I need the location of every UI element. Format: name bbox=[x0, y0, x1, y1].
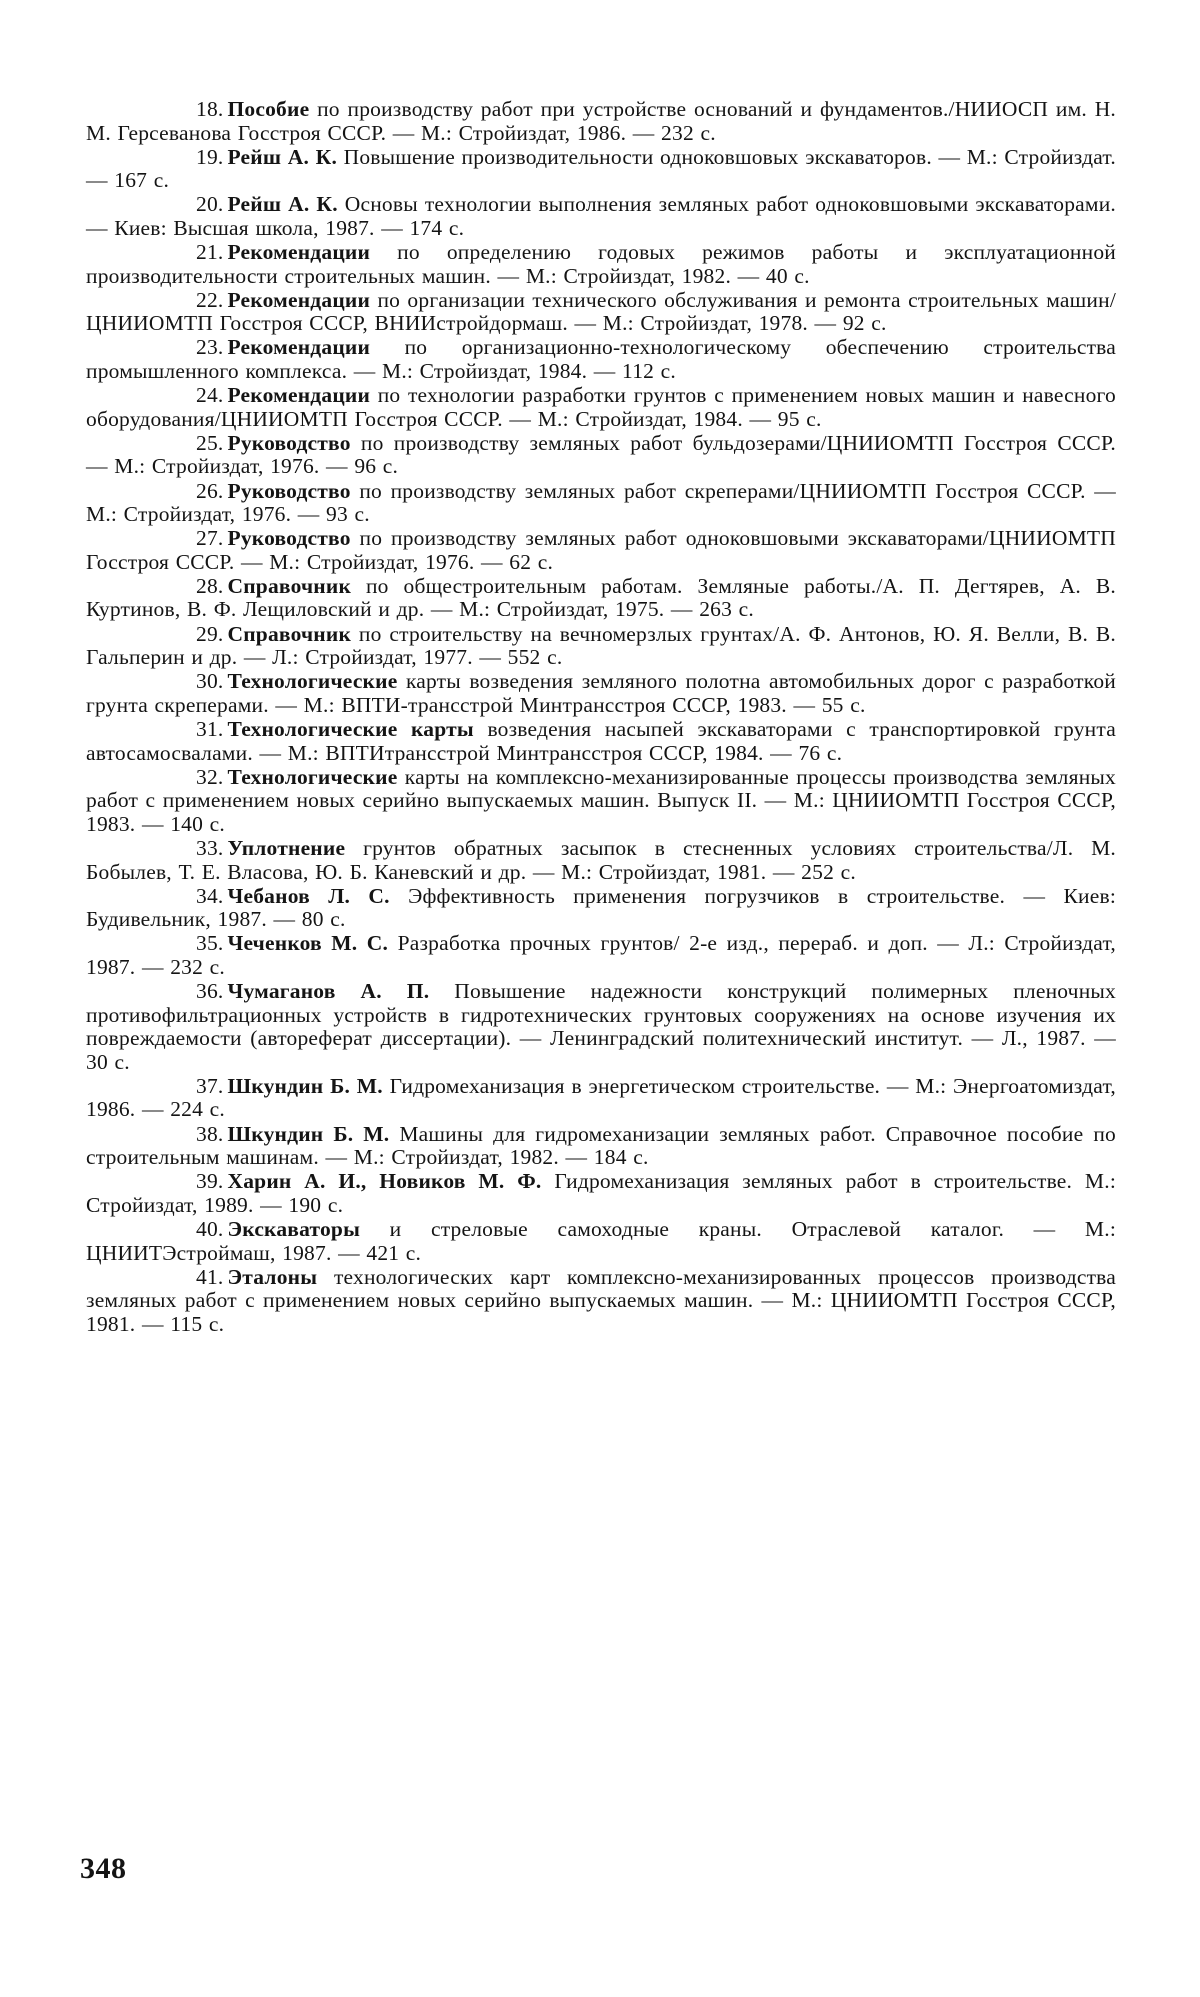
reference-details: по производству работ при устройстве оснований и фундаментов./НИИОСП им. Н. М. Герсеванова Госстроя СССР. — М.: Стройиздат, 1986. — 232 с. bbox=[86, 97, 1116, 145]
reference-details: по общестроительным работам. Земляные работы./А. П. Дегтярев, А. В. Куртинов, В. Ф. Лещиловский и др. — М.: Стройиздат, 1975. — 263 с. bbox=[86, 573, 1116, 622]
reference-number: 38. bbox=[196, 1121, 224, 1146]
reference-details: Основы технологии выполнения земляных работ одноковшовыми экскаваторами. — Киев: Высшая школа, 1987. — 174 с. bbox=[86, 192, 1116, 240]
reference-number: 29. bbox=[196, 621, 224, 646]
reference-details: по организационно-технологическому обеспечению строительства промышленного комплекса. — М.: Стройиздат, 1984. — 112 с. bbox=[86, 335, 1116, 384]
reference-heading: Пособие bbox=[227, 97, 310, 121]
reference-entry bbox=[86, 980, 1116, 1074]
reference-details: Машины для гидромеханизации земляных работ. Справочное пособие по строительным машинам. — М.: Стройиздат, 1982. — 184 с. bbox=[86, 1121, 1117, 1170]
reference-details: по производству земляных работ скреперами/ЦНИИОМТП Госстроя СССР. — М.: Стройиздат, 1976. — 93 с. bbox=[86, 478, 1116, 527]
reference-details: по организации технического обслуживания и ремонта строительных машин/ЦНИИОМТП Госстроя СССР, ВНИИстройдормаш. — М.: Стройиздат, 1978. — 92 с. bbox=[86, 287, 1116, 336]
reference-number: 31. bbox=[196, 716, 224, 741]
reference-details: Гидромеханизация земляных работ в строительстве. М.: Стройиздат, 1989. — 190 с. bbox=[86, 1169, 1116, 1217]
reference-heading: Технологические bbox=[227, 764, 398, 789]
reference-details: и стреловые самоходные краны. Отраслевой каталог. — М.: ЦНИИТЭстроймаш, 1987. — 421 с. bbox=[86, 1216, 1116, 1265]
reference-entry bbox=[86, 1266, 1116, 1337]
reference-details: грунтов обратных засыпок в стесненных условиях строительства/Л. М. Бобылев, Т. Е. Власова, Ю. Б. Каневский и др. — М.: Стройиздат, 1981. — 252 с. bbox=[86, 835, 1116, 884]
bibliography-list bbox=[86, 98, 1116, 1337]
reference-heading: Справочник bbox=[227, 573, 352, 598]
reference-entry bbox=[86, 766, 1116, 837]
reference-entry bbox=[86, 718, 1116, 765]
page-number: 348 bbox=[80, 1852, 127, 1885]
reference-entry bbox=[86, 241, 1116, 288]
reference-details: Разработка прочных грунтов/ 2-е изд., перераб. и доп. — Л.: Стройиздат, 1987. — 232 с. bbox=[86, 931, 1117, 979]
reference-entry bbox=[86, 146, 1116, 193]
reference-entry bbox=[86, 384, 1116, 431]
reference-entry bbox=[86, 98, 1116, 145]
reference-number: 34. bbox=[196, 883, 224, 908]
reference-heading: Руководство bbox=[227, 430, 351, 455]
reference-number: 32. bbox=[196, 764, 224, 789]
reference-number: 36. bbox=[196, 978, 224, 1003]
reference-details: по определению годовых режимов работы и эксплуатационной производительности строительных машин. — М.: Стройиздат, 1982. — 40 с. bbox=[86, 240, 1116, 288]
reference-heading: Справочник bbox=[227, 621, 352, 646]
reference-entry bbox=[86, 837, 1116, 884]
reference-entry bbox=[86, 527, 1116, 574]
reference-details: по строительству на вечномерзлых грунтах/А. Ф. Антонов, Ю. Я. Велли, В. В. Гальперин и др. — Л.: Стройиздат, 1977. — 552 с. bbox=[86, 621, 1116, 670]
reference-number: 28. bbox=[196, 573, 224, 598]
reference-entry bbox=[86, 623, 1116, 670]
reference-details: по технологии разработки грунтов с применением новых машин и навесного оборудования/ЦНИИОМТП Госстроя СССР. — М.: Стройиздат, 1984. — 95 с. bbox=[86, 383, 1116, 431]
reference-heading: Руководство bbox=[227, 478, 351, 503]
reference-number: 21. bbox=[196, 240, 224, 265]
reference-number: 25. bbox=[196, 430, 224, 455]
reference-details: по производству земляных работ бульдозерами/ЦНИИОМТП Госстроя СССР. — М.: Стройиздат, 1976. — 96 с. bbox=[86, 430, 1116, 479]
reference-number: 37. bbox=[196, 1073, 224, 1098]
reference-entry bbox=[86, 1170, 1116, 1217]
reference-details: Повышение производительности одноковшовых экскаваторов. — М.: Стройиздат. — 167 с. bbox=[86, 144, 1116, 193]
reference-entry bbox=[86, 432, 1116, 479]
reference-heading: Экскаваторы bbox=[227, 1216, 361, 1241]
reference-entry bbox=[86, 885, 1116, 932]
reference-details: возведения насыпей экскаваторами с транспортировкой грунта автосамосвалами. — М.: ВПТИтрансстрой Минтрансстроя СССР, 1984. — 76 с. bbox=[86, 716, 1116, 765]
reference-number: 27. bbox=[196, 526, 224, 551]
reference-entry bbox=[86, 1123, 1116, 1170]
reference-details: Эффективность применения погрузчиков в строительстве. — Киев: Будивельник, 1987. — 80 с. bbox=[86, 883, 1117, 932]
reference-heading: Технологические bbox=[227, 669, 398, 694]
reference-details: карты возведения земляного полотна автомобильных дорог с разработкой грунта скреперами. — М.: ВПТИ-трансстрой Минтрансстроя СССР, 1983. — 55 с. bbox=[86, 669, 1116, 717]
reference-number: 20. bbox=[196, 192, 224, 217]
reference-details: Повышение надежности конструкций полимерных пленочных противофильтрационных устройств в гидротехнических грунтовых сооружениях на основе изучения их повреждаемости (автореферат диссертации). — Ленинградский политехнический институт. — Л., 1987. — 30 с. bbox=[86, 978, 1116, 1074]
reference-number: 39. bbox=[196, 1169, 224, 1194]
reference-details: технологических карт комплексно-механизированных процессов производства земляных работ с применением новых серийно выпускаемых машин. — М.: ЦНИИОМТП Госстроя СССР, 1981. — 115 с. bbox=[86, 1264, 1116, 1336]
reference-entry bbox=[86, 575, 1116, 622]
reference-heading: Чебанов Л. С. bbox=[227, 883, 390, 908]
reference-heading: Рекомендации bbox=[227, 240, 371, 265]
reference-heading: Шкундин Б. М. bbox=[227, 1121, 390, 1146]
reference-heading: Эталоны bbox=[227, 1264, 318, 1289]
reference-heading: Чеченков М. С. bbox=[227, 931, 389, 956]
reference-heading: Шкундин Б. М. bbox=[227, 1073, 383, 1098]
reference-entry bbox=[86, 932, 1116, 979]
reference-entry bbox=[86, 336, 1116, 383]
reference-entry bbox=[86, 480, 1116, 527]
reference-number: 41. bbox=[196, 1264, 224, 1289]
reference-heading: Технологические карты bbox=[227, 716, 474, 741]
reference-number: 40. bbox=[196, 1216, 224, 1241]
reference-number: 19. bbox=[196, 144, 224, 169]
reference-heading: Чумаганов А. П. bbox=[227, 978, 430, 1003]
reference-heading: Уплотнение bbox=[227, 835, 346, 860]
reference-entry bbox=[86, 1075, 1116, 1122]
reference-number: 18. bbox=[196, 97, 224, 121]
reference-number: 35. bbox=[196, 931, 224, 956]
reference-heading: Рекомендации bbox=[227, 383, 371, 408]
reference-heading: Рейш А. К. bbox=[227, 144, 338, 169]
reference-heading: Рейш А. К. bbox=[227, 192, 338, 217]
reference-number: 23. bbox=[196, 335, 224, 360]
reference-heading: Руководство bbox=[227, 526, 351, 551]
reference-number: 22. bbox=[196, 287, 224, 312]
reference-entry bbox=[86, 670, 1116, 717]
reference-number: 26. bbox=[196, 478, 224, 503]
reference-details: карты на комплексно-механизированные процессы производства земляных работ с применением новых серийно выпускаемых машин. Выпуск II. — М.: ЦНИИОМТП Госстроя СССР, 1983. — 140 с. bbox=[86, 764, 1116, 836]
reference-number: 24. bbox=[196, 383, 224, 408]
reference-number: 33. bbox=[196, 835, 224, 860]
reference-heading: Рекомендации bbox=[227, 287, 371, 312]
reference-entry bbox=[86, 289, 1116, 336]
reference-details: по производству земляных работ одноковшовыми экскаваторами/ЦНИИОМТП Госстроя СССР. — М.: Стройиздат, 1976. — 62 с. bbox=[86, 526, 1116, 574]
reference-number: 30. bbox=[196, 669, 224, 694]
reference-heading: Рекомендации bbox=[227, 335, 371, 360]
reference-entry bbox=[86, 193, 1116, 240]
reference-heading: Харин А. И., Новиков М. Ф. bbox=[227, 1169, 542, 1194]
reference-entry bbox=[86, 1218, 1116, 1265]
reference-details: Гидромеханизация в энергетическом строительстве. — М.: Энергоатомиздат, 1986. — 224 с. bbox=[86, 1073, 1116, 1122]
